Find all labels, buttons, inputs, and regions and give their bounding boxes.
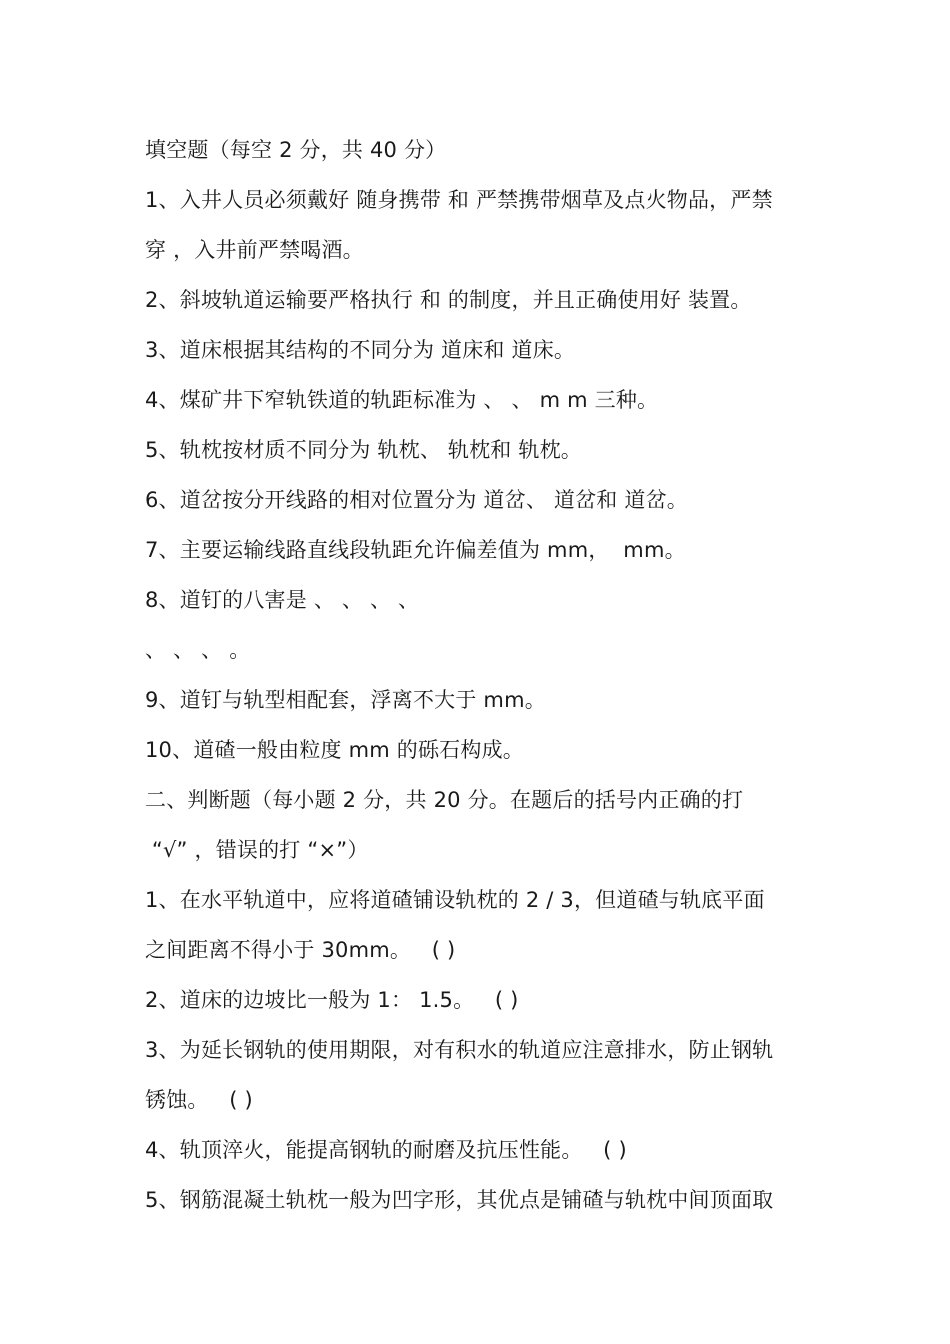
question-line: 、 、 、 。 — [145, 638, 251, 662]
question-line: 1、在水平轨道中，应将道碴铺设轨枕的 2 / 3，但道碴与轨底平面 — [145, 888, 765, 912]
question-line: 锈蚀。 ( ) — [145, 1088, 253, 1112]
question-line: 4、煤矿井下窄轨铁道的轨距标准为 、 、 m m 三种。 — [145, 388, 659, 412]
question-line: 1、入井人员必须戴好 随身携带 和 严禁携带烟草及点火物品，严禁 — [145, 188, 773, 212]
question-line: 3、为延长钢轨的使用期限，对有积水的轨道应注意排水，防止钢轨 — [145, 1038, 774, 1062]
section-heading-fill-blank: 填空题（每空 2 分，共 40 分） — [145, 138, 447, 162]
question-line: 2、斜坡轨道运输要严格执行 和 的制度，并且正确使用好 装置。 — [145, 288, 752, 312]
section-heading-true-false: “√” ，错误的打 “×”） — [145, 838, 369, 862]
question-line: 5、钢筋混凝土轨枕一般为凹字形，其优点是铺碴与轨枕中间顶面取 — [145, 1188, 774, 1212]
question-line: 6、道岔按分开线路的相对位置分为 道岔、 道岔和 道岔。 — [145, 488, 688, 512]
question-line: 10、道碴一般由粒度 mm 的砾石构成。 — [145, 738, 524, 762]
question-line: 3、道床根据其结构的不同分为 道床和 道床。 — [145, 338, 576, 362]
section-heading-true-false: 二、判断题（每小题 2 分，共 20 分。在题后的括号内正确的打 — [145, 788, 744, 812]
question-line: 9、道钉与轨型相配套，浮离不大于 mm。 — [145, 688, 546, 712]
document-body — [145, 125, 810, 1225]
question-line: 2、道床的边坡比一般为 1： 1.5。 ( ) — [145, 988, 519, 1012]
question-line: 7、主要运输线路直线段轨距允许偏差值为 mm， mm。 — [145, 538, 686, 562]
question-line: 8、道钉的八害是 、 、 、 、 — [145, 588, 420, 612]
question-line: 5、轨枕按材质不同分为 轨枕、 轨枕和 轨枕。 — [145, 438, 582, 462]
question-line: 之间距离不得小于 30mm。 ( ) — [145, 938, 456, 962]
question-line: 4、轨顶淬火，能提高钢轨的耐磨及抗压性能。 ( ) — [145, 1138, 627, 1162]
question-line: 穿 ，入井前严禁喝酒。 — [145, 238, 364, 262]
